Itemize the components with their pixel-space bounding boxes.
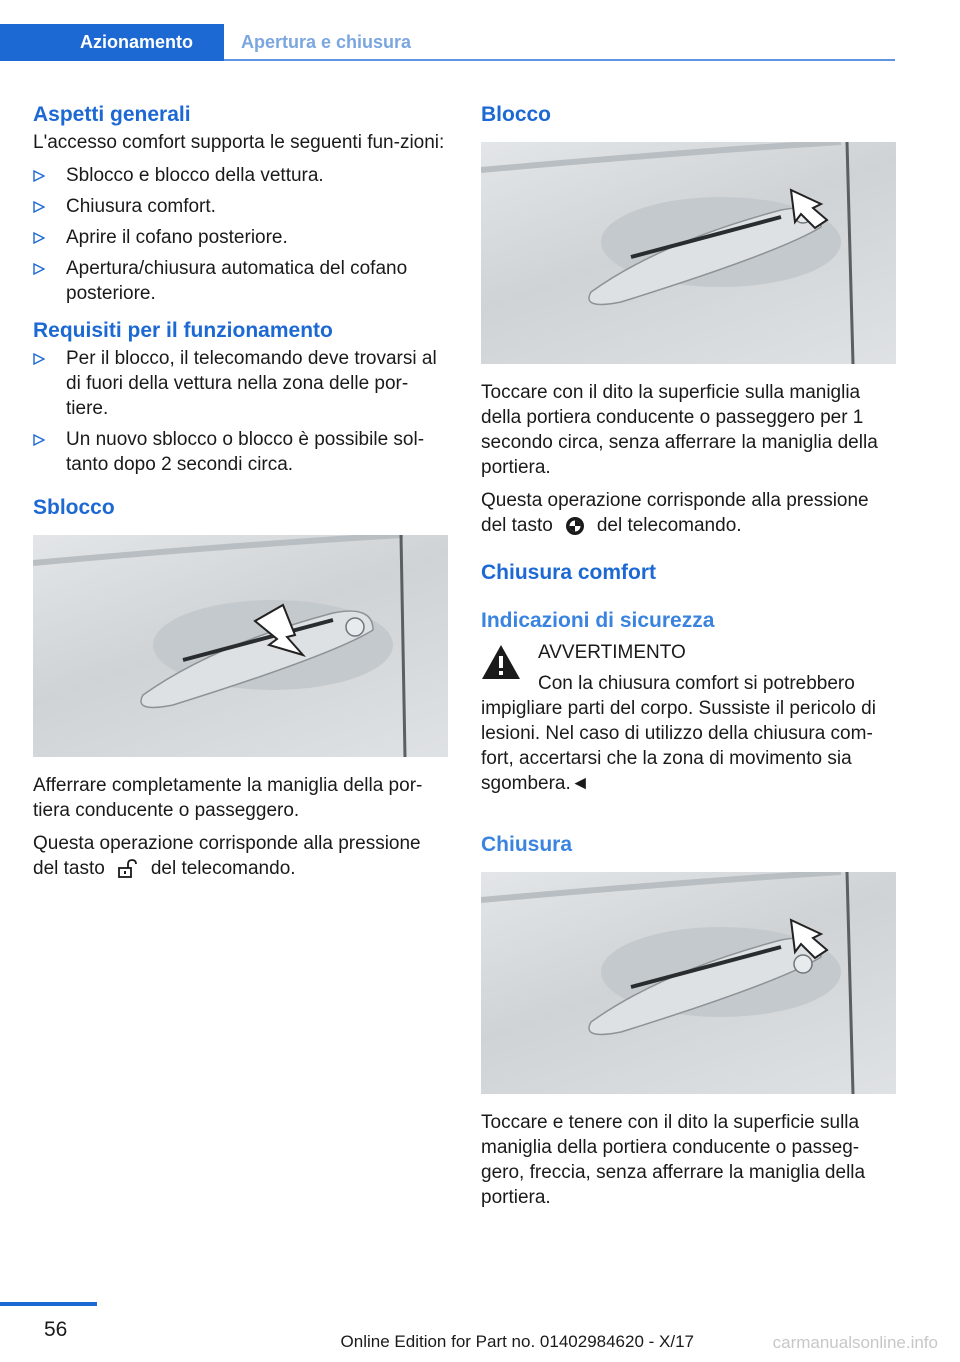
sblocco-text-2b: del telecomando. [150, 858, 296, 879]
list-item [33, 194, 448, 219]
list-item-text: Per il blocco, il telecomando deve trovarsi al di fuori della vettura nella zona delle por-tiere. [66, 348, 437, 419]
sblocco-text-2a: Questa operazione corrisponde alla pressione del tasto [33, 833, 421, 879]
sblocco-text-2 [33, 831, 448, 881]
section-title-requisiti: Requisiti per il funzionamento [33, 319, 333, 342]
watermark: carmanualsonline.info [772, 1333, 938, 1352]
tab-apertura-chiusura[interactable]: Apertura e chiusura [241, 32, 412, 52]
door-handle-image-sblocco [33, 535, 448, 757]
door-handle-image-blocco [481, 142, 896, 364]
warning-icon [481, 644, 521, 680]
warning-block [481, 640, 896, 796]
blocco-text-1: Toccare con il dito la superficie sulla maniglia della portiera conducente o passeggero per 1 secondo circa, senza afferrare la maniglia della portiera. [481, 382, 878, 478]
bullet-triangle-icon [33, 201, 45, 213]
section-title-aspetti: Aspetti generali [33, 103, 191, 126]
door-handle-image-chiusura [481, 872, 896, 1094]
unlock-key-icon [117, 859, 139, 879]
blocco-text-2b: del telecomando. [596, 515, 742, 536]
list-item [33, 163, 448, 188]
aspetti-list [33, 163, 448, 306]
list-item-text: Sblocco e blocco della vettura. [66, 165, 324, 186]
warning-text: Con la chiusura comfort si potrebbero impigliare parti del corpo. Sussiste il pericolo di lesioni. Nel caso di utilizzo della chiusura com-fort, accertarsi che la zona di movimento sia sgombera.◄ [481, 673, 876, 794]
section-title-sicurezza: Indicazioni di sicurezza [481, 609, 715, 632]
list-item [33, 256, 448, 306]
tab-azionamento[interactable]: Azionamento [0, 24, 224, 61]
bullet-triangle-icon [33, 263, 45, 275]
list-item-text: Apertura/chiusura automatica del cofano posteriore. [66, 258, 408, 304]
blocco-text-2 [481, 488, 896, 538]
section-title-chiusura-comfort: Chiusura comfort [481, 561, 657, 584]
sblocco-text-1: Afferrare completamente la maniglia della por-tiera conducente o passeggero. [33, 775, 423, 821]
aspetti-intro: L'accesso comfort supporta le seguenti fun-zioni: [33, 132, 445, 153]
list-item [33, 427, 448, 477]
list-item [33, 346, 448, 421]
footer-divider [0, 1302, 97, 1306]
blocco-text-2a: Questa operazione corrisponde alla pressione del tasto [481, 490, 869, 536]
list-item [33, 225, 448, 250]
section-title-blocco: Blocco [481, 103, 552, 126]
page-header [0, 24, 895, 64]
warning-title: AVVERTIMENTO [538, 642, 686, 663]
list-item-text: Aprire il cofano posteriore. [66, 227, 288, 248]
list-item-text: Chiusura comfort. [66, 196, 216, 217]
bullet-triangle-icon [33, 353, 45, 365]
left-column [33, 100, 448, 889]
list-item-text: Un nuovo sblocco o blocco è possibile sol-tanto dopo 2 secondi circa. [66, 429, 425, 475]
chiusura-text: Toccare e tenere con il dito la superficie sulla maniglia della portiera conducente o passeg-gero, freccia, senza afferrare la maniglia della portiera. [481, 1112, 866, 1208]
header-divider [224, 59, 895, 61]
bullet-triangle-icon [33, 434, 45, 446]
section-title-chiusura: Chiusura [481, 833, 573, 856]
section-title-sblocco: Sblocco [33, 496, 115, 519]
right-column [481, 100, 896, 1218]
footer-edition: Online Edition for Part no. 01402984620 - X/17 [340, 1332, 694, 1351]
bullet-triangle-icon [33, 170, 45, 182]
bullet-triangle-icon [33, 232, 45, 244]
requisiti-list [33, 346, 448, 477]
page-number: 56 [44, 1318, 68, 1341]
bmw-logo-icon [565, 516, 585, 536]
